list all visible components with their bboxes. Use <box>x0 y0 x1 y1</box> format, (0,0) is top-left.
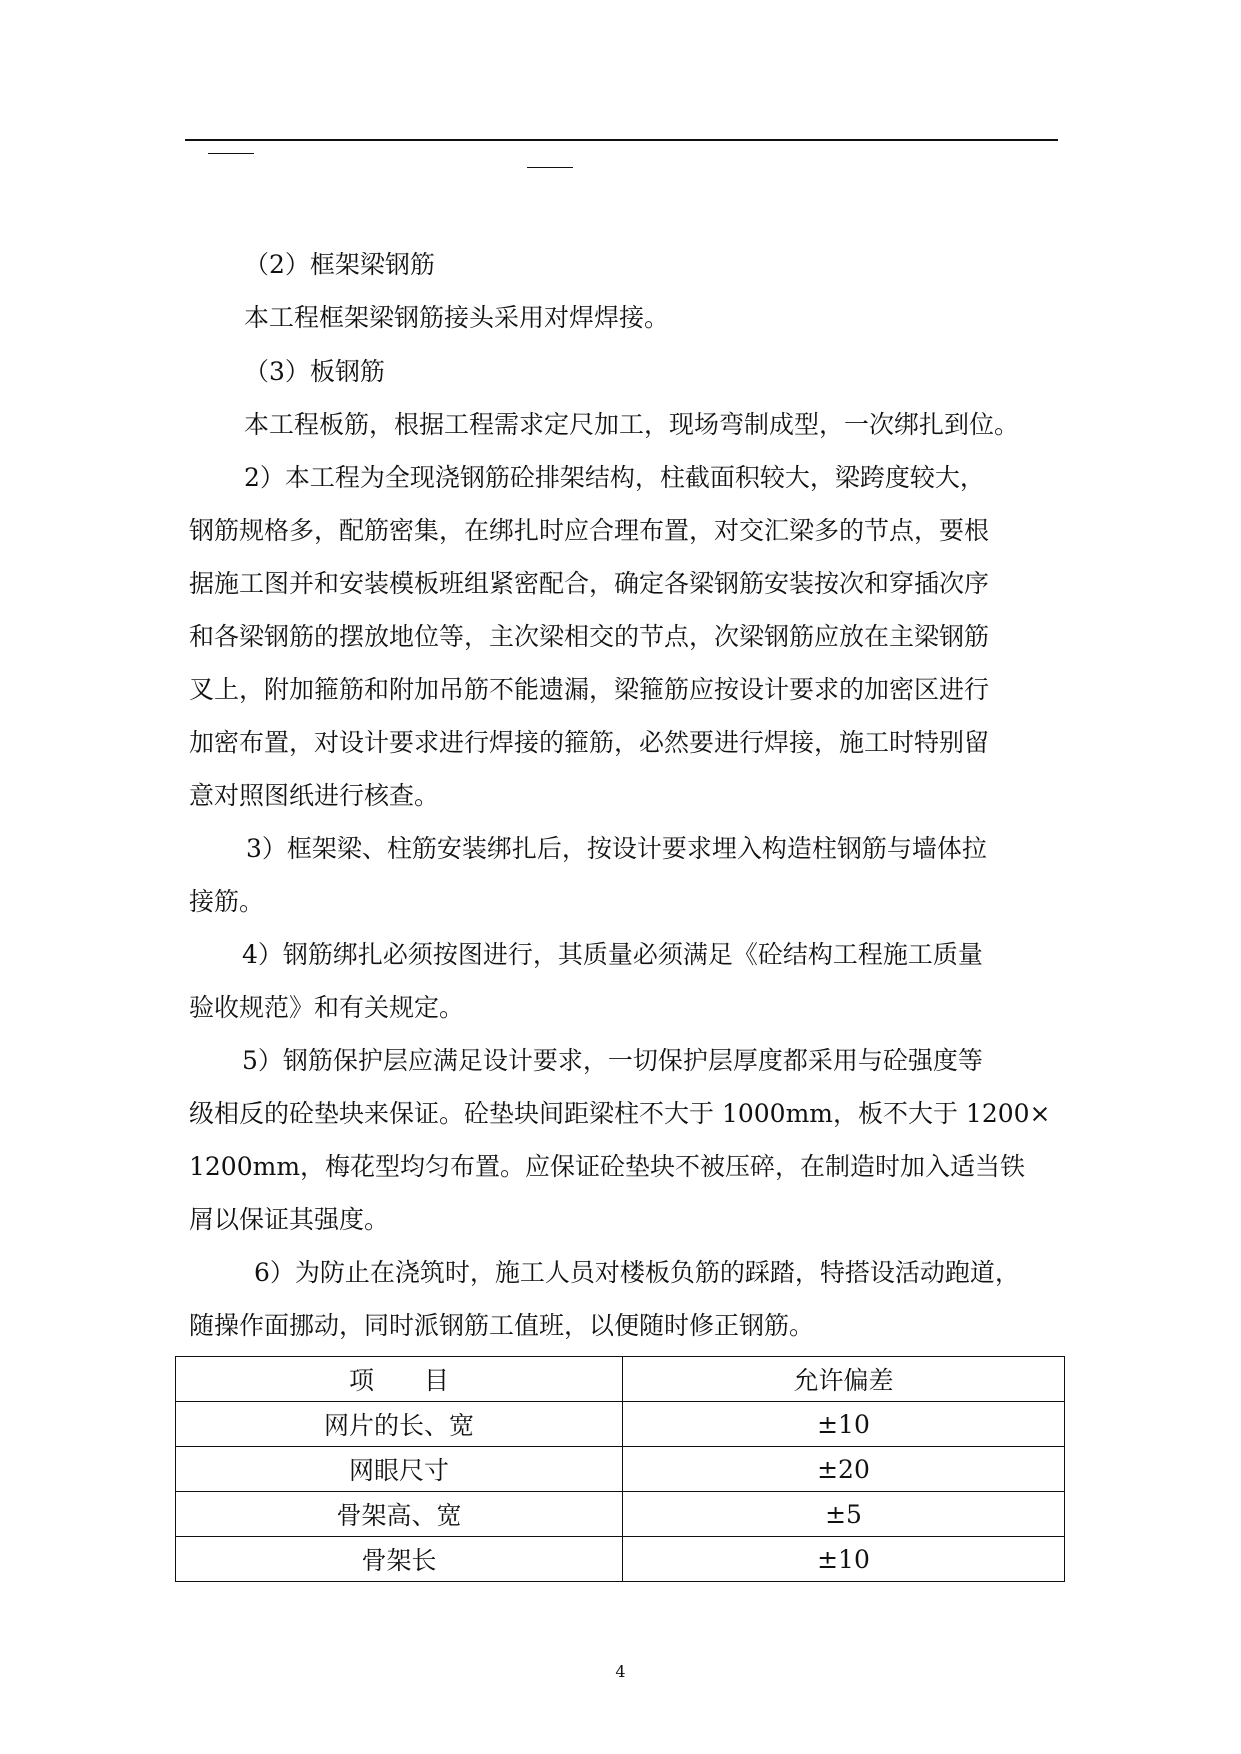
paragraph-line: 钢筋规格多，配筋密集，在绑扎时应合理布置，对交汇梁多的节点，要根 <box>189 516 990 545</box>
paragraph-line: 1200mm，梅花型均匀布置。应保证砼垫块不被压碎，在制造时加入适当铁 <box>189 1152 1026 1181</box>
table-header-cell: 项 目 <box>176 1357 623 1402</box>
page-number: 4 <box>615 1662 626 1681</box>
paragraph-line: 3）框架梁、柱筋安装绑扎后，按设计要求埋入构造柱钢筋与墙体拉 <box>246 834 987 863</box>
header-rule <box>185 139 1058 141</box>
section-heading: （3）板钢筋 <box>244 357 385 386</box>
table-header-cell: 允许偏差 <box>623 1357 1065 1402</box>
paragraph-line: 5）钢筋保护层应满足设计要求，一切保护层厚度都采用与砼强度等 <box>242 1046 983 1075</box>
table-header-row <box>176 1357 1065 1402</box>
paragraph-line: 级相反的砼垫块来保证。砼垫块间距梁柱不大于 1000mm，板不大于 1200× <box>189 1099 1051 1128</box>
tolerance-table <box>175 1356 1065 1582</box>
paragraph-line: 屑以保证其强度。 <box>189 1205 390 1234</box>
table-cell: 骨架长 <box>176 1537 623 1582</box>
table-row <box>176 1447 1065 1492</box>
paragraph-line: 加密布置，对设计要求进行焊接的箍筋，必然要进行焊接，施工时特别留 <box>189 728 990 757</box>
table-cell: ±5 <box>623 1492 1065 1537</box>
paragraph-line: 验收规范》和有关规定。 <box>189 993 465 1022</box>
paragraph-line: 6）为防止在浇筑时，施工人员对楼板负筋的踩踏，特搭设活动跑道， <box>254 1258 1020 1287</box>
paragraph-line: 2）本工程为全现浇钢筋砼排架结构，柱截面积较大，梁跨度较大， <box>244 463 985 492</box>
table-cell: 网眼尺寸 <box>176 1447 623 1492</box>
paragraph-line: 随操作面挪动，同时派钢筋工值班，以便随时修正钢筋。 <box>189 1311 815 1340</box>
table-row <box>176 1402 1065 1447</box>
table-cell: ±10 <box>623 1402 1065 1447</box>
table-cell: 网片的长、宽 <box>176 1402 623 1447</box>
table-row <box>176 1537 1065 1582</box>
section-heading: （2）框架梁钢筋 <box>244 250 435 279</box>
table-cell: ±20 <box>623 1447 1065 1492</box>
table-cell: ±10 <box>623 1537 1065 1582</box>
table-cell: 骨架高、宽 <box>176 1492 623 1537</box>
header-short-line-right <box>527 167 573 168</box>
table-row <box>176 1492 1065 1537</box>
paragraph-line: 意对照图纸进行核查。 <box>189 781 440 810</box>
header-short-line-left <box>208 153 254 154</box>
paragraph-line: 据施工图并和安装模板班组紧密配合，确定各梁钢筋安装按次和穿插次序 <box>189 569 990 598</box>
paragraph-line: 接筋。 <box>189 887 265 916</box>
paragraph-line: 4）钢筋绑扎必须按图进行，其质量必须满足《砼结构工程施工质量 <box>242 940 983 969</box>
paragraph-line: 本工程板筋，根据工程需求定尺加工，现场弯制成型，一次绑扎到位。 <box>244 410 1020 439</box>
paragraph-line: 本工程框架梁钢筋接头采用对焊焊接。 <box>244 303 670 332</box>
paragraph-line: 叉上，附加箍筋和附加吊筋不能遗漏，梁箍筋应按设计要求的加密区进行 <box>189 675 990 704</box>
paragraph-line: 和各梁钢筋的摆放地位等，主次梁相交的节点，次梁钢筋应放在主梁钢筋 <box>189 622 990 651</box>
